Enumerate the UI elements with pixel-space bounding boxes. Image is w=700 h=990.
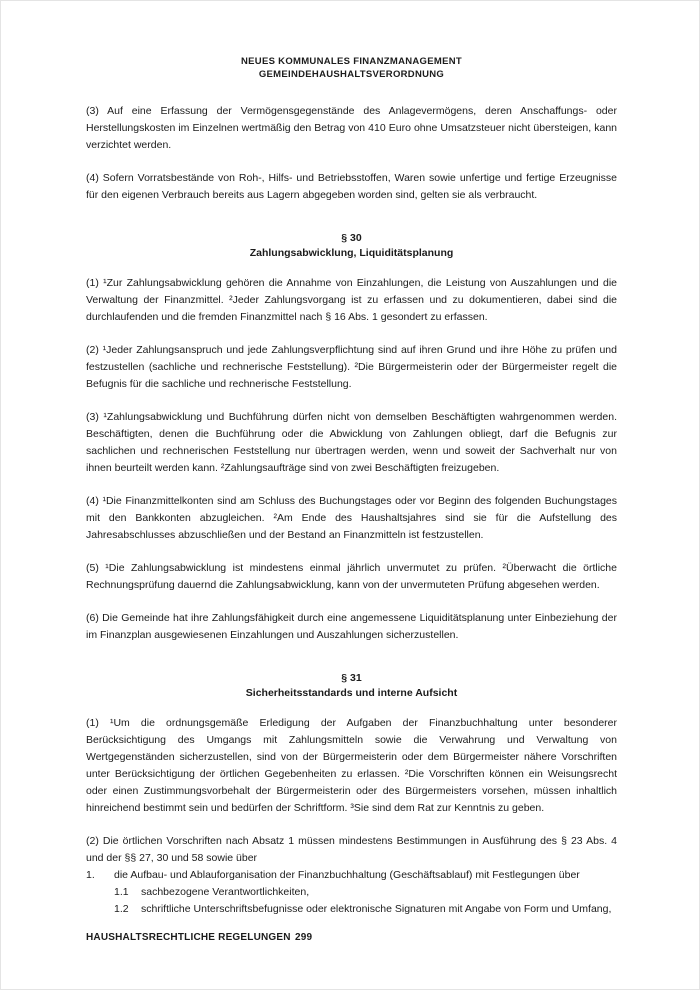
paragraph-30-3: (3) ¹Zahlungsabwicklung und Buchführung dürfen nicht von demselben Beschäftigten wahrgenommen werden. Beschäftigten, denen die Buchführung oder die Abwicklung von Zahlungen obliegt, darf die Befugnis zur sachlichen und rechnerischen Feststellung nur übertragen werden, wenn und soweit der Sachverhalt nur von ihnen beurteilt werden kann. ²Zahlungsaufträge sind von zwei Beschäftigten freizugeben. <box>86 411 617 474</box>
document-header-line1: NEUES KOMMUNALES FINANZMANAGEMENT <box>240 56 462 67</box>
paragraph-30-2: (2) ¹Jeder Zahlungsanspruch und jede Zahlungsverpflichtung sind auf ihren Grund und ihre Höhe zu prüfen und festzustellen (sachliche und rechnerische Feststellung). ²Die Bürgermeisterin oder der Bürgermeister regelt die Befugnis für die sachliche und rechnerische Feststellung. <box>86 344 617 390</box>
list-item-1 <box>86 867 617 884</box>
list-item-text: die Aufbau- und Ablauforganisation der Finanzbuchhaltung (Geschäftsablauf) mit Festlegungen über <box>114 869 580 881</box>
section-heading-31 <box>86 671 617 701</box>
paragraph-30-4: (4) ¹Die Finanzmittelkonten sind am Schluss des Buchungstages oder vor Beginn des folgenden Buchungstages mit den Bankkonten abzugleichen. ²Am Ende des Haushaltsjahres sind sie für die Aufstellung des Jahresabschlusses abzuschließen und der Bestand an Finanzmitteln ist festzustellen. <box>86 495 617 541</box>
list-item-number: 1.1 <box>114 886 129 898</box>
list-item-text: sachbezogene Verantwortlichkeiten, <box>141 886 310 898</box>
list-item-number: 1.2 <box>114 903 129 915</box>
ordered-list <box>86 867 617 918</box>
footer-label: HAUSHALTSRECHTLICHE REGELUNGEN <box>86 932 291 943</box>
list-item-1-2 <box>114 901 617 918</box>
document-header <box>86 55 617 81</box>
list-item-number: 1. <box>86 869 95 881</box>
paragraph-30-1: (1) ¹Zur Zahlungsabwicklung gehören die Annahme von Einzahlungen, die Leistung von Auszahlungen und die Verwaltung der Finanzmittel. ²Jeder Zahlungsvorgang ist zu erfassen und zu dokumentieren, dabei sind die durchlaufenden und die fremden Finanzmittel nach § 16 Abs. 1 gesondert zu erfassen. <box>86 277 617 323</box>
paragraph-31-2: (2) Die örtlichen Vorschriften nach Absatz 1 müssen mindestens Bestimmungen in Ausführung des § 23 Abs. 4 und der §§ 27, 30 und 58 sowie über <box>86 835 617 864</box>
paragraph-intro-4: (4) Sofern Vorratsbestände von Roh-, Hilfs- und Betriebsstoffen, Waren sowie unfertige und fertige Erzeugnisse für den eigenen Verbrauch bereits aus Lagern abgegeben worden sind, gelten sie als verbraucht. <box>86 172 617 201</box>
section-number: § 31 <box>341 672 362 684</box>
section-number: § 30 <box>341 232 362 244</box>
paragraph-30-6: (6) Die Gemeinde hat ihre Zahlungsfähigkeit durch eine angemessene Liquiditätsplanung unter Einbeziehung der im Finanzplan ausgewiesenen Einzahlungen und Auszahlungen sicherzustellen. <box>86 612 617 641</box>
section-title: Sicherheitsstandards und interne Aufsicht <box>245 687 458 699</box>
paragraph-31-1: (1) ¹Um die ordnungsgemäße Erledigung der Aufgaben der Finanzbuchhaltung unter besonderer Berücksichtigung des Umgangs mit Zahlungsmitteln sowie die Verwahrung und Verwaltung von Wertgegenständen sicherzustellen, sind von der Bürgermeisterin oder dem Bürgermeister nähere Vorschriften unter Berücksichtigung der örtlichen Gegebenheiten zu erlassen. ²Die Vorschriften können ein Weisungsrecht oder einen Zustimmungsvorbehalt der Bürgermeisterin oder des Bürgermeisters vorsehen, müssen inhaltlich hinreichend bestimmt sein und bedürfen der Schriftform. ³Sie sind dem Rat zur Kenntnis zu geben. <box>86 717 617 814</box>
section-heading-30 <box>86 231 617 261</box>
page-number: 299 <box>295 932 313 943</box>
section-title: Zahlungsabwicklung, Liquiditätsplanung <box>249 247 454 259</box>
document-header-line2: GEMEINDEHAUSHALTSVERORDNUNG <box>258 69 445 80</box>
list-item-1-1 <box>114 884 617 901</box>
paragraph-30-5: (5) ¹Die Zahlungsabwicklung ist mindestens einmal jährlich unvermutet zu prüfen. ²Überwacht die örtliche Rechnungsprüfung dauernd die Zahlungsabwicklung, kann von der unvermuteten Prüfung abgesehen werden. <box>86 562 617 591</box>
paragraph-intro-3: (3) Auf eine Erfassung der Vermögensgegenstände des Anlagevermögens, deren Anschaffungs- oder Herstellungskosten im Einzelnen wertmäßig den Betrag von 410 Euro ohne Umsatzsteuer nicht übersteigen, kann verzichtet werden. <box>86 105 617 151</box>
page-footer <box>86 932 619 946</box>
document-content <box>1 1 699 918</box>
list-item-text: schriftliche Unterschriftsbefugnisse oder elektronische Signaturen mit Angabe von Form und Umfang, <box>141 903 612 915</box>
